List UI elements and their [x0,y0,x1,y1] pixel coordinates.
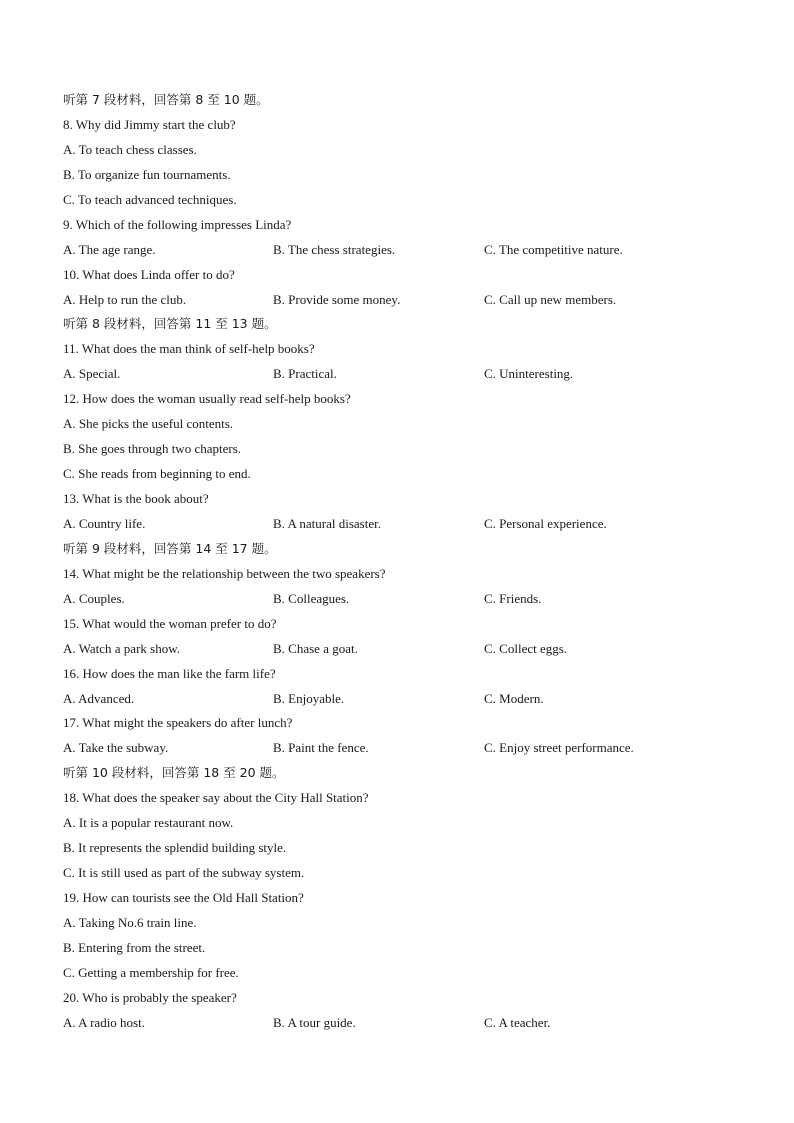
option-a: A. To teach chess classes. [63,141,197,157]
section-header: 听第 7 段材料，回答第 8 至 10 题。 [63,92,269,107]
option-b: B. She goes through two chapters. [63,441,242,457]
option-a: A. It is a popular restaurant now. [63,815,234,831]
option-a: A. The age range. [63,241,156,257]
option-c: C. Personal experience. [484,515,607,531]
question-stem: 16. How does the man like the farm life? [63,665,276,681]
option-b: B. Enjoyable. [273,690,345,706]
question-stem: 19. How can tourists see the Old Hall Station? [63,890,304,905]
options-row [63,687,743,712]
option-b: B. Chase a goat. [273,640,358,656]
options-row [63,637,743,662]
option-c: C. Call up new members. [484,291,617,307]
section-header: 听第 8 段材料，回答第 11 至 13 题。 [63,316,277,332]
option-c: C. She reads from beginning to end. [63,466,251,482]
option-a: A. Watch a park show. [63,640,181,656]
option-b: B. To organize fun tournaments. [63,166,231,182]
option-a: A. Couples. [63,590,125,606]
section-header: 听第 10 段材料，回答第 18 至 20 题。 [63,765,285,781]
option-a: A. Advanced. [63,690,135,706]
option-a: A. Country life. [63,515,146,531]
options-row [63,512,743,537]
question-stem: 10. What does Linda offer to do? [63,266,235,282]
option-c: C. Uninteresting. [484,366,574,382]
option-c: C. To teach advanced techniques. [63,191,237,207]
options-row [63,587,743,612]
option-b: B. A tour guide. [273,1014,356,1030]
options-row [63,288,743,313]
option-b: B. Provide some money. [273,291,401,307]
option-c: C. Enjoy street performance. [484,740,634,756]
question-stem: 9. Which of the following impresses Linda? [63,216,292,232]
question-stem: 8. Why did Jimmy start the club? [63,116,236,132]
question-stem: 11. What does the man think of self-help books? [63,341,315,357]
option-b: B. Entering from the street. [63,939,206,955]
options-row [63,1011,743,1036]
option-b: B. Paint the fence. [273,740,369,756]
option-b: B. Practical. [273,366,337,382]
option-a: A. Taking No.6 train line. [63,914,197,930]
option-c: C. Collect eggs. [484,640,568,656]
option-c: C. Friends. [484,590,542,606]
question-stem: 17. What might the speakers do after lunch? [63,715,293,731]
option-c: C. Getting a membership for free. [63,964,239,980]
options-row [63,362,743,387]
option-a: A. Special. [63,366,121,382]
options-row [63,238,743,263]
question-stem: 18. What does the speaker say about the City Hall Station? [63,790,369,806]
option-a: A. A radio host. [63,1014,145,1030]
option-c: C. The competitive nature. [484,241,623,257]
option-b: B. Colleagues. [273,590,350,606]
question-stem: 15. What would the woman prefer to do? [63,615,277,631]
option-b: B. The chess strategies. [273,241,396,257]
option-c: C. Modern. [484,690,544,706]
listening-section [63,88,743,1036]
option-c: C. It is still used as part of the subway system. [63,865,305,881]
question-stem: 14. What might be the relationship between the two speakers? [63,565,386,581]
question-stem: 13. What is the book about? [63,491,209,506]
option-b: B. A natural disaster. [273,515,381,531]
option-b: B. It represents the splendid building style. [63,840,287,856]
option-a: A. Take the subway. [63,740,169,756]
option-a: A. Help to run the club. [63,291,187,307]
section-header: 听第 9 段材料，回答第 14 至 17 题。 [63,540,277,556]
question-stem: 12. How does the woman usually read self-help books? [63,391,351,407]
option-c: C. A teacher. [484,1014,551,1030]
question-stem: 20. Who is probably the speaker? [63,989,237,1005]
option-a: A. She picks the useful contents. [63,416,234,432]
options-row [63,736,743,761]
